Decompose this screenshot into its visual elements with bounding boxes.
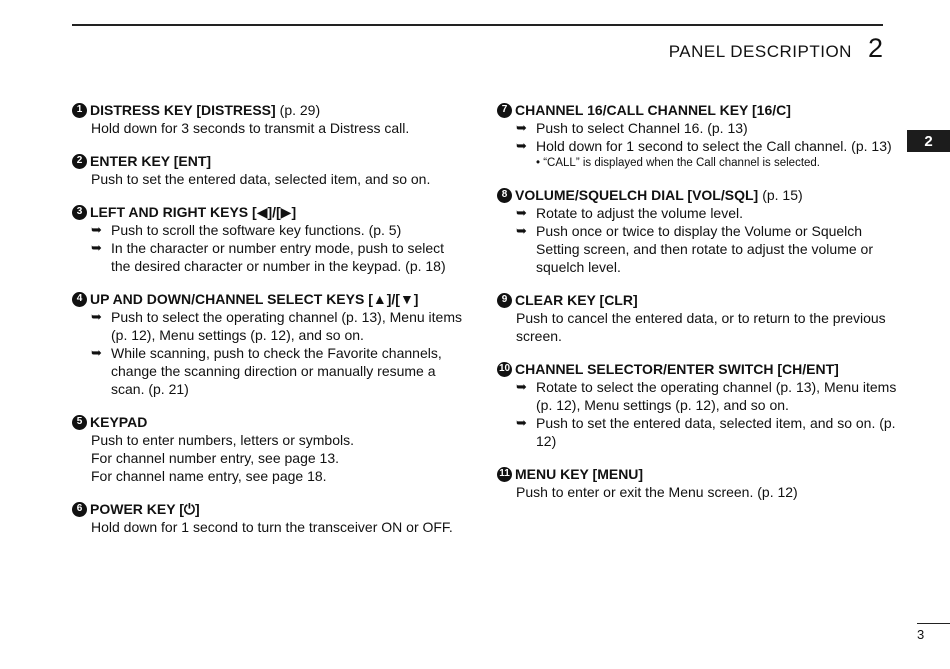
section-heading xyxy=(497,360,897,378)
section xyxy=(72,413,462,485)
page-header xyxy=(669,33,883,64)
heading-text: CLEAR KEY [CLR] xyxy=(515,292,638,308)
arrow-icon: ➥ xyxy=(516,120,527,135)
arrow-icon: ➥ xyxy=(91,240,102,255)
bullet-text: Rotate to select the operating channel (p. 13), Menu items (p. 12), Menu settings (p. 12), and so on. xyxy=(536,379,897,413)
item-number-badge: 4 xyxy=(72,292,87,307)
bullet-item xyxy=(72,308,462,344)
heading-text: KEYPAD xyxy=(90,414,148,430)
bullet-item xyxy=(497,414,897,450)
arrow-icon: ➥ xyxy=(516,223,527,238)
item-number-badge: 7 xyxy=(497,103,512,118)
bullet-item xyxy=(497,222,897,276)
arrow-icon: ➥ xyxy=(91,309,102,324)
bullet-text: Push to scroll the software key functions. (p. 5) xyxy=(111,222,402,238)
heading-text: LEFT AND RIGHT KEYS [◀]/[▶] xyxy=(90,204,297,220)
section-title: PANEL DESCRIPTION xyxy=(668,42,852,61)
section xyxy=(72,290,462,398)
section xyxy=(497,465,897,501)
arrow-icon: ➥ xyxy=(516,415,527,430)
item-number-badge: 2 xyxy=(72,154,87,169)
item-number-badge: 6 xyxy=(72,502,87,517)
body-text: Hold down for 1 second to turn the transceiver ON or OFF. xyxy=(91,519,453,535)
body-text: Push to set the entered data, selected item, and so on. xyxy=(91,171,431,187)
section-heading xyxy=(497,465,897,483)
heading-text: MENU KEY [MENU] xyxy=(515,466,644,482)
body-text: For channel name entry, see page 18. xyxy=(91,468,327,484)
section-heading xyxy=(72,101,462,119)
bullet-item xyxy=(497,204,897,222)
section xyxy=(72,203,462,275)
item-number-badge: 10 xyxy=(497,362,512,377)
bullet-item xyxy=(497,137,897,155)
item-number-badge: 8 xyxy=(497,188,512,203)
note-text: • “CALL” is displayed when the Call channel is selected. xyxy=(536,157,821,169)
section xyxy=(497,186,897,276)
page-reference: (p. 29) xyxy=(279,102,321,118)
section-heading xyxy=(497,291,897,309)
heading-text: VOLUME/SQUELCH DIAL [VOL/SQL] xyxy=(515,187,759,203)
arrow-icon: ➥ xyxy=(91,345,102,360)
bullet-text: Push to select the operating channel (p. 13), Menu items (p. 12), Menu settings (p. 12), and so on. xyxy=(111,309,462,343)
bullet-item xyxy=(497,119,897,137)
item-number-badge: 3 xyxy=(72,205,87,220)
item-number-badge: 9 xyxy=(497,293,512,308)
arrow-icon: ➥ xyxy=(516,379,527,394)
footer-rule xyxy=(917,623,950,624)
section-heading xyxy=(72,413,462,431)
top-rule xyxy=(72,24,883,26)
section-heading xyxy=(72,290,462,308)
bullet-item xyxy=(72,221,462,239)
body-text: Push to enter or exit the Menu screen. (p. 12) xyxy=(516,484,798,500)
arrow-icon: ➥ xyxy=(516,205,527,220)
section xyxy=(497,101,897,171)
body-text: Hold down for 3 seconds to transmit a Distress call. xyxy=(91,120,410,136)
bullet-item xyxy=(497,378,897,414)
bullet-text: In the character or number entry mode, push to select the desired character or number in the keypad. (p. 18) xyxy=(111,240,446,274)
section-heading xyxy=(497,186,897,204)
page-reference: (p. 15) xyxy=(762,187,803,203)
left-column xyxy=(72,101,462,551)
item-number-badge: 11 xyxy=(497,467,512,482)
arrow-icon: ➥ xyxy=(91,222,102,237)
right-column xyxy=(497,101,897,516)
chapter-number: 2 xyxy=(867,33,883,63)
heading-text: CHANNEL 16/CALL CHANNEL KEY [16/C] xyxy=(515,102,791,118)
bullet-text: Hold down for 1 second to select the Call channel. (p. 13) xyxy=(536,138,892,154)
body-text: For channel number entry, see page 13. xyxy=(91,450,340,466)
bullet-text: Push to select Channel 16. (p. 13) xyxy=(536,120,748,136)
item-number-badge: 5 xyxy=(72,415,87,430)
bullet-item xyxy=(72,239,462,275)
heading-text: ENTER KEY [ENT] xyxy=(90,153,212,169)
bullet-item xyxy=(72,344,462,398)
section xyxy=(497,291,897,345)
section xyxy=(72,152,462,188)
section xyxy=(497,360,897,450)
heading-text: DISTRESS KEY [DISTRESS] xyxy=(90,102,276,118)
section-heading xyxy=(72,203,462,221)
section-heading xyxy=(72,152,462,170)
bullet-text: Push once or twice to display the Volume or Squelch Setting screen, and then rotate to adjust the volume or squelch level. xyxy=(536,223,873,275)
arrow-icon: ➥ xyxy=(516,138,527,153)
chapter-tab: 2 xyxy=(907,130,950,152)
section xyxy=(72,500,462,536)
heading-text: UP AND DOWN/CHANNEL SELECT KEYS [▲]/[▼] xyxy=(90,291,419,307)
bullet-text: Rotate to adjust the volume level. xyxy=(536,205,744,221)
body-text: Push to cancel the entered data, or to return to the previous screen. xyxy=(516,310,886,344)
item-number-badge: 1 xyxy=(72,103,87,118)
section xyxy=(72,101,462,137)
page-number: 3 xyxy=(917,627,925,642)
heading-text: CHANNEL SELECTOR/ENTER SWITCH [CH/ENT] xyxy=(515,361,839,377)
bullet-text: Push to set the entered data, selected item, and so on. (p. 12) xyxy=(536,415,896,449)
section-heading xyxy=(497,101,897,119)
section-heading xyxy=(72,500,462,518)
body-text: Push to enter numbers, letters or symbols. xyxy=(91,432,354,448)
heading-text: POWER KEY [⏻] xyxy=(90,501,200,517)
bullet-text: While scanning, push to check the Favorite channels, change the scanning direction or manually resume a scan. (p. 21) xyxy=(111,345,442,397)
